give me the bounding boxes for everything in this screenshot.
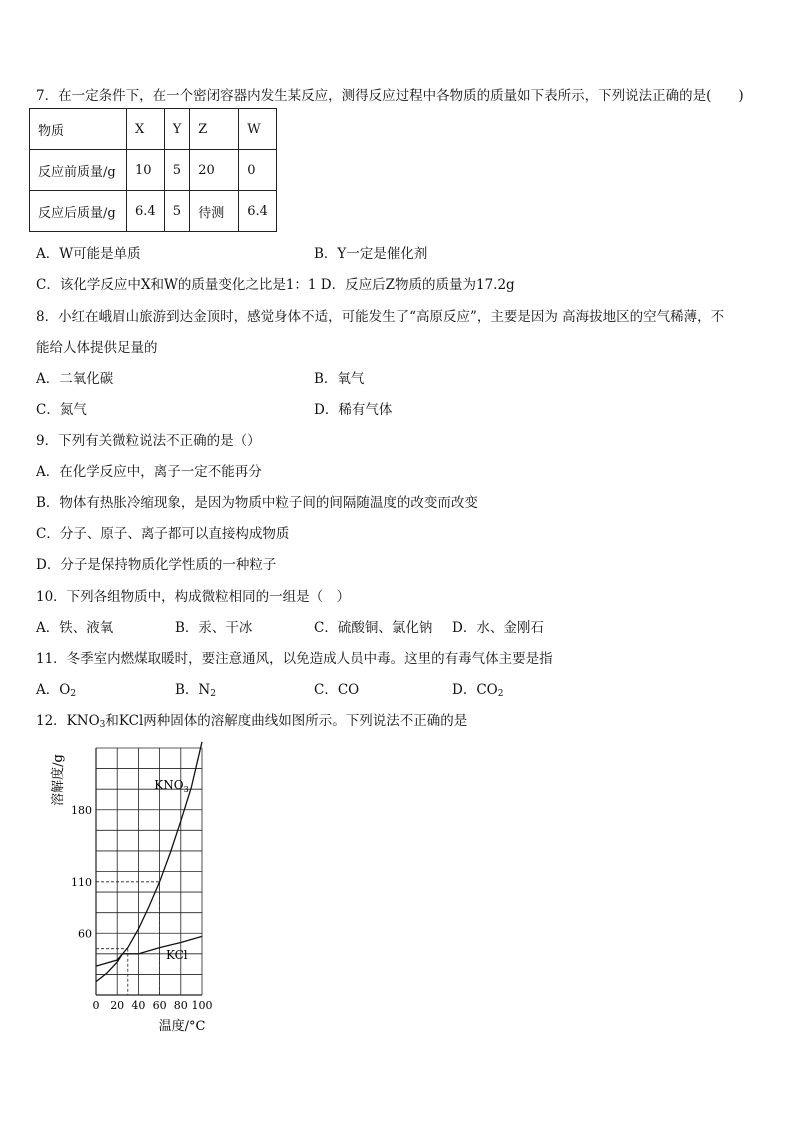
x-tick-label: 80 [173, 999, 188, 1012]
q12-stem: 12．$KNO_3$和KCl两种固体的溶解度曲线如图所示。下列说法不正确的是 [36, 713, 468, 730]
q8-option-a: A．二氧化碳 [36, 371, 114, 387]
x-axis-label: 温度/°C [158, 1019, 206, 1034]
q8-option-d: D．稀有气体 [314, 402, 393, 418]
q11-option-c: C．CO [314, 682, 360, 698]
q11-option-a: A．$O_2$ [36, 682, 77, 699]
q7-option-a: A．W可能是单质 [36, 246, 141, 262]
table-cell: Y [164, 109, 190, 150]
q8-stem-line1: 8．小红在峨眉山旅游到达金顶时，感觉身体不适，可能发生了“高原反应”，主要是因为 高海拔地区的空气稀薄，不 [36, 309, 725, 325]
q9-stem: 9．下列有关微粒说法不正确的是（） [36, 433, 261, 449]
q8-option-c: C．氮气 [36, 402, 87, 418]
table-cell: 20 [190, 150, 239, 191]
q11-stem: 11．冬季室内燃煤取暖时，要注意通风，以免造成人员中毒。这里的有毒气体主要是指 [36, 651, 553, 667]
x-tick-label: 60 [152, 999, 167, 1012]
q11-option-b: B．$N_2$ [175, 682, 216, 699]
table-cell: 6.4 [239, 191, 277, 232]
q8-stem-line2: 能给人体提供足量的 [36, 340, 158, 356]
table-cell: 物质 [30, 109, 127, 150]
table-cell: 5 [164, 150, 190, 191]
q9-option-d: D．分子是保持物质化学性质的一种粒子 [36, 557, 277, 573]
table-cell: X [127, 109, 165, 150]
y-tick-label: 180 [71, 803, 92, 817]
q8-option-b: B．氧气 [314, 371, 365, 387]
table-cell: 反应前质量/g [30, 150, 127, 191]
table-row [30, 109, 277, 150]
table-row [30, 150, 277, 191]
q11-option-d: D．$CO_2$ [452, 682, 504, 699]
table-cell: 6.4 [127, 191, 165, 232]
y-tick-label: 60 [78, 927, 92, 941]
q7-mass-table [29, 108, 277, 232]
q10-option-c: C．硫酸铜、氯化钠 [314, 620, 433, 636]
q7-option-b: B．Y一定是催化剂 [314, 246, 428, 262]
q9-option-c: C．分子、原子、离子都可以直接构成物质 [36, 526, 290, 542]
table-cell: W [239, 109, 277, 150]
x-tick-label: 100 [191, 999, 213, 1012]
kno3-label: $KNO_3$ [154, 778, 189, 795]
x-tick-label: 40 [131, 999, 146, 1012]
solubility-chart [40, 740, 240, 1040]
kcl-label: KCl [165, 947, 188, 962]
q10-option-b: B．汞、干冰 [175, 620, 253, 636]
chart-marks [71, 742, 213, 1012]
q9-option-b: B．物体有热胀冷缩现象，是因为物质中粒子间的间隔随温度的改变而改变 [36, 495, 478, 511]
table-cell: 0 [239, 150, 277, 191]
kno3-curve [96, 742, 202, 982]
y-axis-label: 溶解度/g [51, 754, 66, 806]
q10-option-d: D．水、金刚石 [452, 620, 544, 636]
table-cell: 5 [164, 191, 190, 232]
table-row [30, 191, 277, 232]
x-tick-label: 0 [92, 999, 100, 1012]
table-cell: 反应后质量/g [30, 191, 127, 232]
q7-stem: 7．在一定条件下，在一个密闭容器内发生某反应，测得反应过程中各物质的质量如下表所示，下列说法正确的是( ) [36, 88, 744, 104]
y-tick-label: 110 [71, 875, 92, 889]
q9-option-a: A．在化学反应中，离子一定不能再分 [36, 464, 262, 480]
table-cell: 10 [127, 150, 165, 191]
x-tick-label: 20 [110, 999, 125, 1012]
table-cell: Z [190, 109, 239, 150]
q10-stem: 10．下列各组物质中，构成微粒相同的一组是（ ） [36, 589, 351, 605]
table-cell: 待测 [190, 191, 239, 232]
q7-option-cd: C．该化学反应中X和W的质量变化之比是1：1 D．反应后Z物质的质量为17.2g [36, 277, 515, 293]
q10-option-a: A．铁、液氧 [36, 620, 114, 636]
